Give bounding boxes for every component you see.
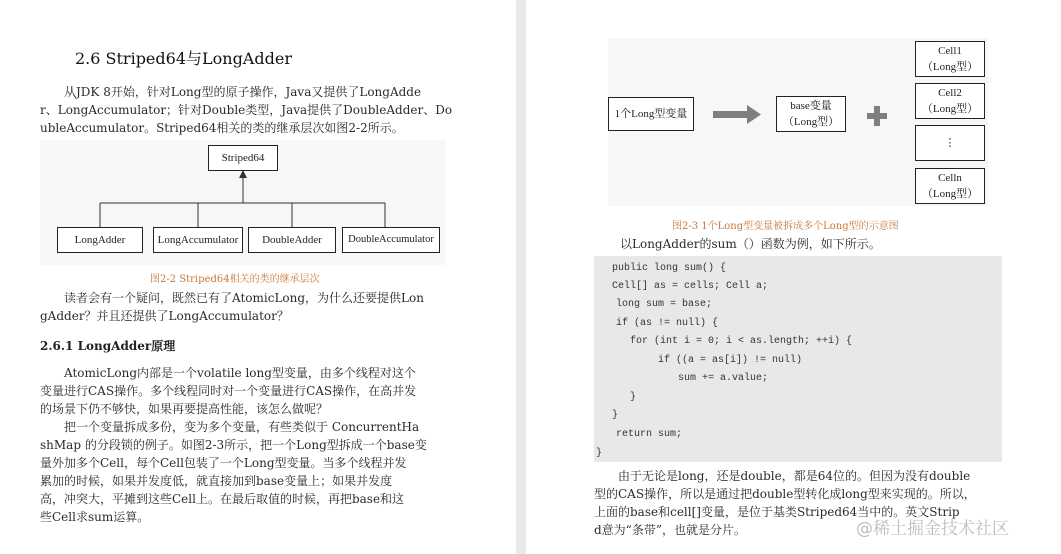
text-line: 上面的base和cell[]变量，是位于基类Striped64当中的。英文Strip [594, 505, 960, 519]
text-line: 变量进行CAS操作。多个线程同时对一个变量进行CAS操作，在高并发 [40, 384, 417, 398]
cell-ellipsis-box: ⋮ [915, 125, 985, 161]
principle-paragraph-1 [40, 364, 416, 418]
cell-2-box [915, 83, 985, 119]
figure-2-3-caption: 图2-3 1个Long型变量被拆成多个Long型的示意图 [672, 221, 899, 232]
left-page [0, 0, 516, 554]
text-line: 高，冲突大，平摊到这些Cell上。在最后取值的时候，再把base和这 [40, 492, 405, 506]
longaccumulator-box: LongAccumulator [153, 227, 243, 253]
right-page [526, 0, 1061, 554]
text-line: ubleAccumulator。Striped64相关的类的继承层次如图2-2所示。 [40, 121, 404, 135]
cell-1-box [915, 41, 985, 77]
subsection-heading: 2.6.1 LongAdder原理 [40, 339, 176, 353]
code-line: if ((a = as[i]) != null) [658, 355, 803, 366]
code-line: return sum; [616, 429, 683, 440]
base-label: base变量 [790, 100, 832, 112]
code-line: sum += a.value; [678, 373, 769, 384]
doubleaccumulator-box: DoubleAccumulator [342, 227, 440, 253]
code-line: for (int i = 0; i < as.length; ++i) { [630, 336, 853, 347]
code-line: if (as != null) { [616, 318, 719, 329]
text-line: 把一个变量拆成多份，变为多个变量，有些类似于 ConcurrentHa [64, 420, 420, 434]
text-line: 从JDK 8开始，针对Long型的原子操作，Java又提供了LongAdde [64, 85, 422, 99]
cell-type: （Long型） [921, 103, 979, 115]
code-line: } [630, 392, 637, 403]
cell-label: Cell1 [938, 45, 962, 57]
cell-label: Celln [938, 172, 962, 184]
text-line: 型的CAS操作，所以是通过把double型转化成long型来实现的。所以， [594, 487, 976, 501]
principle-paragraph-2 [40, 418, 427, 526]
code-line: } [596, 448, 603, 459]
text-line: r、LongAccumulator；针对Double类型，Java提供了DoubleAdder、Do [40, 103, 453, 117]
text-line: shMap 的分段锁的例子。如图2-3所示，把一个Long型拆成一个base变 [40, 438, 427, 452]
plus-icon [866, 105, 888, 127]
source-long-box: 1个Long型变量 [608, 97, 694, 131]
striped64-box: Striped64 [208, 145, 278, 171]
code-line: public long sum() { [612, 263, 727, 274]
text-line: d意为“条带”，也就是分片。 [594, 523, 746, 537]
text-line: 累加的时候，如果并发度低，就直接加到base变量上；如果并发度 [40, 474, 393, 488]
section-heading: 2.6 Striped64与LongAdder [75, 49, 292, 68]
base-type: （Long型） [782, 116, 840, 128]
code-line: Cell[] as = cells; Cell a; [612, 281, 769, 292]
text-line: 些Cell求sum运算。 [40, 510, 150, 524]
code-line: } [612, 410, 619, 421]
figure-2-2-caption: 图2-2 Striped64相关的类的继承层次 [150, 274, 320, 285]
intro-paragraph [40, 83, 452, 137]
longadder-box: LongAdder [57, 227, 143, 253]
code-intro: 以LongAdder的sum（）函数为例，如下所示。 [620, 237, 881, 251]
code-block [594, 256, 1002, 462]
text-line: gAdder？并且还提供了LongAccumulator？ [40, 309, 289, 323]
right-arrow-icon [713, 105, 773, 125]
code-line: long sum = base; [616, 299, 713, 310]
figure-2-3 [608, 38, 988, 206]
text-line: AtomicLong内部是一个volatile long型变量，由多个线程对这个 [64, 366, 416, 380]
text-line: 由于无论是long，还是double，都是64位的。但因为没有double [618, 469, 971, 483]
base-variable-box [776, 96, 846, 132]
text-line: 读者会有一个疑问，既然已有了AtomicLong，为什么还要提供Lon [64, 291, 424, 305]
question-paragraph [40, 289, 424, 325]
figure-2-2 [40, 140, 445, 265]
cell-n-box [915, 168, 985, 204]
cell-type: （Long型） [921, 61, 979, 73]
cell-type: （Long型） [921, 188, 979, 200]
doubleadder-box: DoubleAdder [248, 227, 336, 253]
cell-label: Cell2 [938, 87, 962, 99]
text-line: 量外加多个Cell，每个Cell包装了一个Long型变量。当多个线程并发 [40, 456, 407, 470]
text-line: 的场景下仍不够快，如果再要提高性能，该怎么做呢？ [40, 402, 329, 416]
watermark: @稀土掘金技术社区 [856, 519, 1009, 539]
